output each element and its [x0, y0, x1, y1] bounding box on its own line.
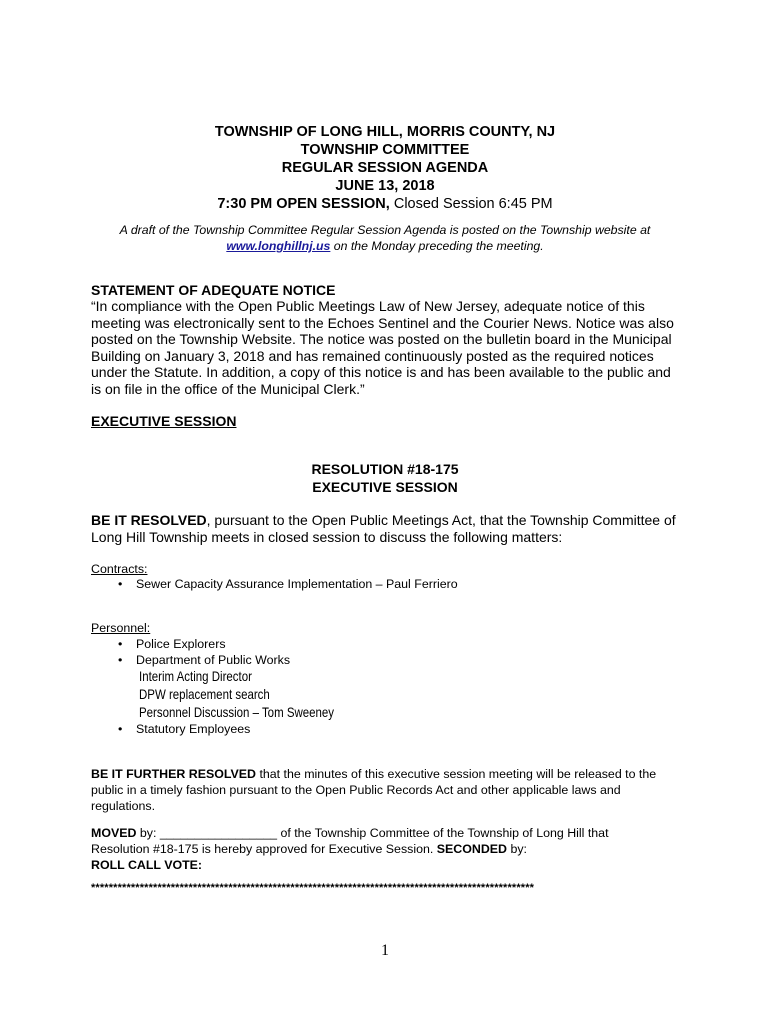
- township-website-link[interactable]: www.longhillnj.us: [226, 239, 331, 253]
- contracts-label: Contracts:: [91, 562, 148, 576]
- notice-line: under the Statute. In addition, a copy of this notice is and has been available to the public and: [91, 364, 671, 380]
- header-township: TOWNSHIP OF LONG HILL, MORRIS COUNTY, NJ: [214, 124, 556, 140]
- personnel-bullet: •: [118, 722, 123, 736]
- personnel-sub-item: Personnel Discussion – Tom Sweeney: [139, 704, 335, 720]
- personnel-bullet: •: [118, 637, 123, 651]
- personnel-item: Police Explorers: [136, 637, 226, 651]
- moved-label: MOVED: [91, 826, 137, 840]
- open-session-time: 7:30 PM OPEN SESSION,: [217, 196, 390, 212]
- closed-session-time: Closed Session 6:45 PM: [389, 196, 553, 212]
- further-line1: that the minutes of this executive session meeting will be released to the: [256, 767, 657, 781]
- notice-body: [91, 298, 674, 397]
- resolution-number: RESOLUTION #18-175: [311, 461, 459, 477]
- resolution-text: [91, 512, 676, 545]
- notice-line: is on file in the office of the Municipal Clerk.”: [91, 380, 365, 397]
- moved-text: [91, 825, 609, 873]
- notice-line: meeting was electronically sent to the Echoes Sentinel and the Courier News. Notice was also: [91, 314, 674, 331]
- asterisk-separator: ****************************************************************************************************: [91, 882, 535, 894]
- be-it-resolved: BE IT RESOLVED: [91, 512, 207, 528]
- notice-line: Building on January 3, 2018 and has remained continuously posted as the required notices: [91, 347, 654, 364]
- notice-line: posted on the Township Website. The notice was posted on the bulletin board in the Municipal: [91, 331, 672, 347]
- moved-line1: by: _________________ of the Township Committee of the Township of Long Hill that: [136, 826, 609, 840]
- further-line2: public in a timely fashion pursuant to the Open Public Records Act and other applicable laws and: [91, 783, 621, 797]
- further-line3: regulations.: [91, 799, 156, 813]
- resolution-line1: , pursuant to the Open Public Meetings Act, that the Township Committee of: [206, 512, 676, 528]
- draft-note-line1: A draft of the Township Committee Regular Session Agenda is posted on the Township website at: [119, 223, 651, 237]
- header-committee: TOWNSHIP COMMITTEE: [300, 142, 470, 158]
- page-number: 1: [381, 942, 389, 959]
- resolution-title: EXECUTIVE SESSION: [312, 479, 458, 495]
- header-agenda-title: REGULAR SESSION AGENDA: [281, 160, 489, 176]
- personnel-sub-item: Interim Acting Director: [139, 668, 252, 684]
- draft-note-tail: on the Monday preceding the meeting.: [330, 239, 544, 253]
- personnel-item: Statutory Employees: [136, 722, 251, 736]
- executive-session-heading: EXECUTIVE SESSION: [91, 413, 237, 429]
- contracts-bullet: •: [118, 577, 123, 591]
- personnel-sub-item: DPW replacement search: [139, 686, 270, 702]
- further-resolved-text: [91, 766, 656, 814]
- contracts-item: Sewer Capacity Assurance Implementation – Paul Ferriero: [136, 577, 458, 591]
- header-session-times: [0, 195, 770, 213]
- resolution-line2: Long Hill Township meets in closed session to discuss the following matters:: [91, 528, 563, 545]
- personnel-bullet: •: [118, 653, 123, 667]
- seconded-by: by:: [507, 842, 527, 856]
- be-it-further-resolved: BE IT FURTHER RESOLVED: [91, 767, 256, 781]
- notice-heading: STATEMENT OF ADEQUATE NOTICE: [91, 282, 336, 298]
- moved-line2: Resolution #18-175 is hereby approved for Executive Session.: [91, 842, 437, 856]
- notice-line: “In compliance with the Open Public Meetings Law of New Jersey, adequate notice of this: [91, 298, 645, 314]
- header-date: JUNE 13, 2018: [335, 178, 435, 194]
- personnel-item: Department of Public Works: [136, 653, 291, 667]
- draft-note-line2: [0, 238, 770, 254]
- seconded-label: SECONDED: [436, 842, 507, 856]
- personnel-label: Personnel:: [91, 621, 151, 635]
- roll-call-vote: ROLL CALL VOTE:: [91, 858, 203, 872]
